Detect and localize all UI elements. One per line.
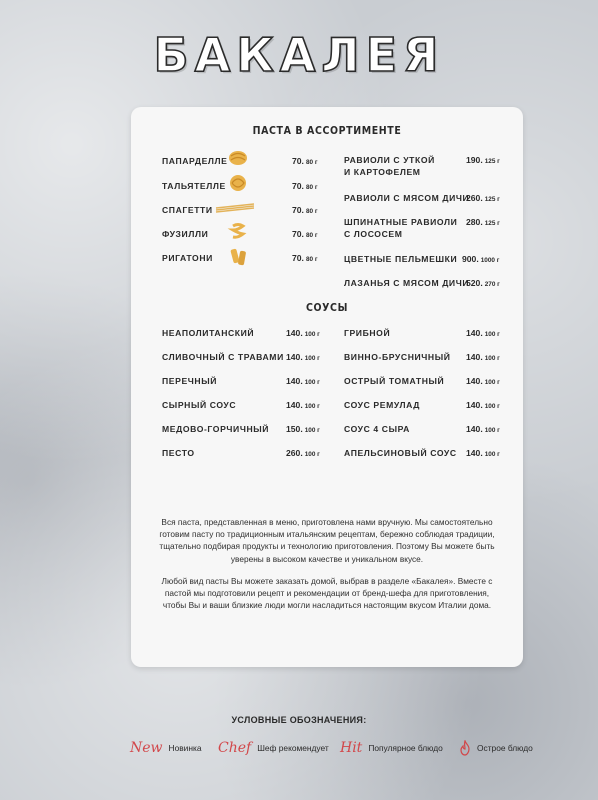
legend-label: Популярное блюдо	[368, 743, 443, 753]
sauce-item: АПЕЛЬСИНОВЫЙ СОУС	[344, 448, 457, 458]
price: 140. 100 г	[466, 352, 500, 362]
menu-item-rigatoni: РИГАТОНИ	[162, 253, 213, 263]
price: 140. 100 г	[466, 448, 500, 458]
menu-item-spaghetti: СПАГЕТТИ	[162, 205, 213, 215]
price: 140. 100 г	[466, 328, 500, 338]
section-title-pasta: ПАСТА В АССОРТИМЕНТЕ	[252, 125, 402, 137]
menu-panel	[131, 107, 523, 667]
sauce-item: СЛИВОЧНЫЙ С ТРАВАМИ	[162, 352, 284, 362]
menu-item-tagliatelle: ТАЛЬЯТЕЛЛЕ	[162, 181, 226, 191]
sauce-item: СОУС 4 СЫРА	[344, 424, 410, 434]
price: 70. 80 г	[292, 181, 318, 191]
price: 260. 125 г	[466, 193, 500, 203]
menu-item-ravioli-duck: РАВИОЛИ С УТКОЙ И КАРТОФЕЛЕМ	[344, 155, 435, 177]
price: 140. 100 г	[286, 376, 320, 386]
sauce-item: СЫРНЫЙ СОУС	[162, 400, 237, 410]
price: 900. 1000 г	[462, 254, 500, 264]
price: 140. 100 г	[466, 376, 500, 386]
price: 70. 80 г	[292, 229, 318, 239]
price: 140. 100 г	[466, 400, 500, 410]
rigatoni-icon	[229, 246, 249, 268]
legend-item-hit	[340, 739, 443, 757]
price: 70. 80 г	[292, 156, 318, 166]
sauce-item: МЕДОВО-ГОРЧИЧНЫЙ	[162, 424, 270, 434]
description-paragraph-2: Любой вид пасты Вы можете заказать домой, выбрав в разделе «Бакалея». Вместе с пастой мы подготовили рецепт и рекомендации от бренд-шефа для приготовления, чтобы Вы и ваши близкие люди могли насладиться настоящим вкусом Италии дома.	[161, 576, 493, 611]
menu-item-pappardelle: ПАПАРДЕЛЛЕ	[162, 156, 228, 166]
page-title: БАКАЛЕЯ	[153, 28, 445, 82]
price: 520. 270 г	[466, 278, 500, 288]
price: 260. 100 г	[286, 448, 320, 458]
sauce-item: ВИННО-БРУСНИЧНЫЙ	[344, 352, 451, 362]
sauce-item: СОУС РЕМУЛАД	[344, 400, 420, 410]
price: 140. 100 г	[286, 352, 320, 362]
fusilli-icon	[227, 222, 249, 242]
sauce-item: ГРИБНОЙ	[344, 328, 391, 338]
sauce-item: ПЕСТО	[162, 448, 195, 458]
legend-item-spicy	[457, 739, 533, 757]
section-title-sauces: СОУСЫ	[306, 302, 348, 314]
menu-item-spinach-ravioli: ШПИНАТНЫЕ РАВИОЛИ С ЛОСОСЕМ	[344, 217, 458, 239]
legend-label: Острое блюдо	[477, 743, 533, 753]
menu-item-ravioli-game: РАВИОЛИ С МЯСОМ ДИЧИ	[344, 193, 470, 203]
price: 70. 80 г	[292, 205, 318, 215]
price: 70. 80 г	[292, 253, 318, 263]
menu-item-colored-dumplings: ЦВЕТНЫЕ ПЕЛЬМЕШКИ	[344, 254, 458, 264]
menu-item-lasagna: ЛАЗАНЬЯ С МЯСОМ ДИЧИ	[344, 278, 470, 288]
price: 140. 100 г	[286, 328, 320, 338]
price: 140. 100 г	[286, 400, 320, 410]
price: 140. 100 г	[466, 424, 500, 434]
price: 150. 100 г	[286, 424, 320, 434]
spaghetti-icon	[215, 201, 255, 213]
legend-title: УСЛОВНЫЕ ОБОЗНАЧЕНИЯ:	[231, 715, 367, 725]
sauce-item: ПЕРЕЧНЫЙ	[162, 376, 218, 386]
tagliatelle-icon	[227, 174, 249, 192]
description-paragraph-1: Вся паста, представленная в меню, приготовлена нами вручную. Мы самостоятельно готовим пасту по традиционным итальянским рецептам, бережно соблюдая традиции, тщательно подбирая продукты и технологию приготовления. Поэтому Вы можете быть уверены в высоком качестве и уникальном вкусе.	[159, 517, 495, 564]
legend-item-new	[130, 739, 202, 757]
legend-label: Шеф рекомендует	[257, 743, 329, 753]
pappardelle-icon	[227, 149, 249, 167]
sauce-item: НЕАПОЛИТАНСКИЙ	[162, 328, 255, 338]
chef-icon: Chef	[218, 740, 252, 756]
hit-icon: Hit	[340, 740, 363, 756]
menu-item-fusilli: ФУЗИЛЛИ	[162, 229, 209, 239]
price: 190. 125 г	[466, 155, 500, 165]
spicy-fire-icon	[457, 740, 473, 756]
new-icon: New	[130, 740, 163, 756]
sauce-item: ОСТРЫЙ ТОМАТНЫЙ	[344, 376, 445, 386]
price: 280. 125 г	[466, 217, 500, 227]
legend-item-chef	[218, 739, 329, 757]
legend-label: Новинка	[168, 743, 202, 753]
